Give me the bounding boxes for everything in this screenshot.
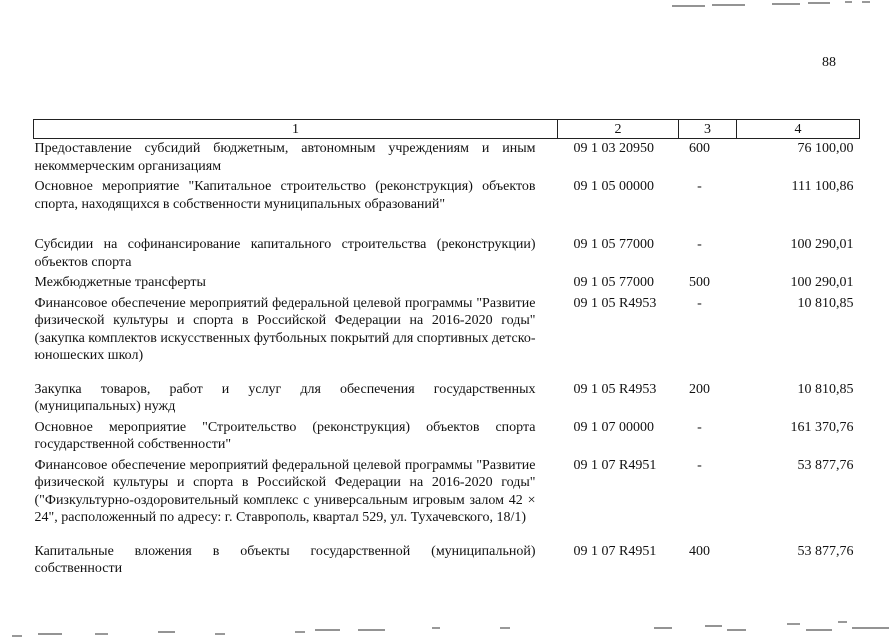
header-amount: 4 [737, 120, 860, 139]
row-name: Основное мероприятие "Капитальное строительство (реконструкция) объектов спорта, находящихся в собственности муниципальных образований" [34, 179, 536, 212]
table-row [34, 456, 860, 542]
row-type: - [697, 237, 702, 252]
table-row [34, 418, 860, 456]
table-row [34, 139, 860, 178]
row-type: 400 [689, 543, 710, 559]
row-amount: 76 100,00 [797, 141, 854, 156]
row-code: 09 1 07 R4951 [573, 543, 657, 559]
row-amount: 10 810,85 [797, 295, 854, 311]
row-type: 200 [689, 381, 710, 397]
page-number: 88 [822, 55, 836, 70]
row-name: Финансовое обеспечение мероприятий федеральной целевой программы "Развитие физической культуры и спорта в Российской Федерации на 2016-2020 годы" (закупка комплектов искусственных футбольных покрытий для спортивных детско-юношеских школ) [34, 295, 536, 363]
row-type: 500 [689, 275, 710, 290]
row-name: Закупка товаров, работ и услуг для обеспечения государственных (муниципальных) нужд [34, 381, 536, 414]
header-name: 1 [34, 120, 558, 139]
row-type: - [697, 179, 702, 194]
row-code: 09 1 03 20950 [573, 141, 654, 156]
header-code: 2 [558, 120, 679, 139]
row-type: - [697, 457, 702, 473]
row-name: Предоставление субсидий бюджетным, автономным учреждениям и иным некоммерческим организациям [34, 141, 536, 174]
row-amount: 53 877,76 [797, 457, 854, 473]
row-name: Основное мероприятие "Строительство (реконструкция) объектов спорта государственной собственности" [34, 419, 536, 452]
row-amount: 161 370,76 [790, 419, 854, 435]
row-code: 09 1 07 R4951 [573, 457, 657, 473]
row-code: 09 1 05 R4953 [573, 381, 657, 397]
row-code: 09 1 07 00000 [573, 419, 654, 435]
row-type: - [697, 419, 702, 435]
table-row [34, 294, 860, 380]
row-amount: 10 810,85 [797, 381, 854, 397]
row-name: Межбюджетные трансферты [34, 275, 206, 290]
table-row [34, 273, 860, 294]
row-type: - [697, 295, 702, 311]
table-row [34, 542, 860, 580]
row-code: 09 1 05 00000 [573, 179, 654, 194]
row-amount: 100 290,01 [790, 237, 854, 252]
row-type: 600 [689, 141, 710, 156]
table-row [34, 177, 860, 235]
budget-table [33, 119, 860, 580]
row-amount: 111 100,86 [791, 179, 854, 194]
row-code: 09 1 05 77000 [573, 237, 654, 252]
row-code: 09 1 05 77000 [573, 275, 654, 290]
row-name: Капитальные вложения в объекты государственной (муниципальной) собственности [34, 543, 536, 576]
row-code: 09 1 05 R4953 [573, 295, 657, 311]
table-row [34, 380, 860, 418]
row-name: Субсидии на софинансирование капитального строительства (реконструкции) объектов спорта [34, 237, 536, 270]
row-amount: 100 290,01 [790, 275, 854, 290]
header-row [34, 120, 860, 139]
row-name: Финансовое обеспечение мероприятий федеральной целевой программы "Развитие физической культуры и спорта в Российской Федерации на 2016-2020 годы" ("Физкультурно-оздоровительный комплекс с универсальным игровым залом 42 × 24", расположенный по адресу: г. Ставрополь, квартал 529, ул. Тухачевского, 18/1) [34, 457, 536, 525]
table-row [34, 235, 860, 273]
header-type: 3 [679, 120, 737, 139]
row-amount: 53 877,76 [797, 543, 854, 559]
